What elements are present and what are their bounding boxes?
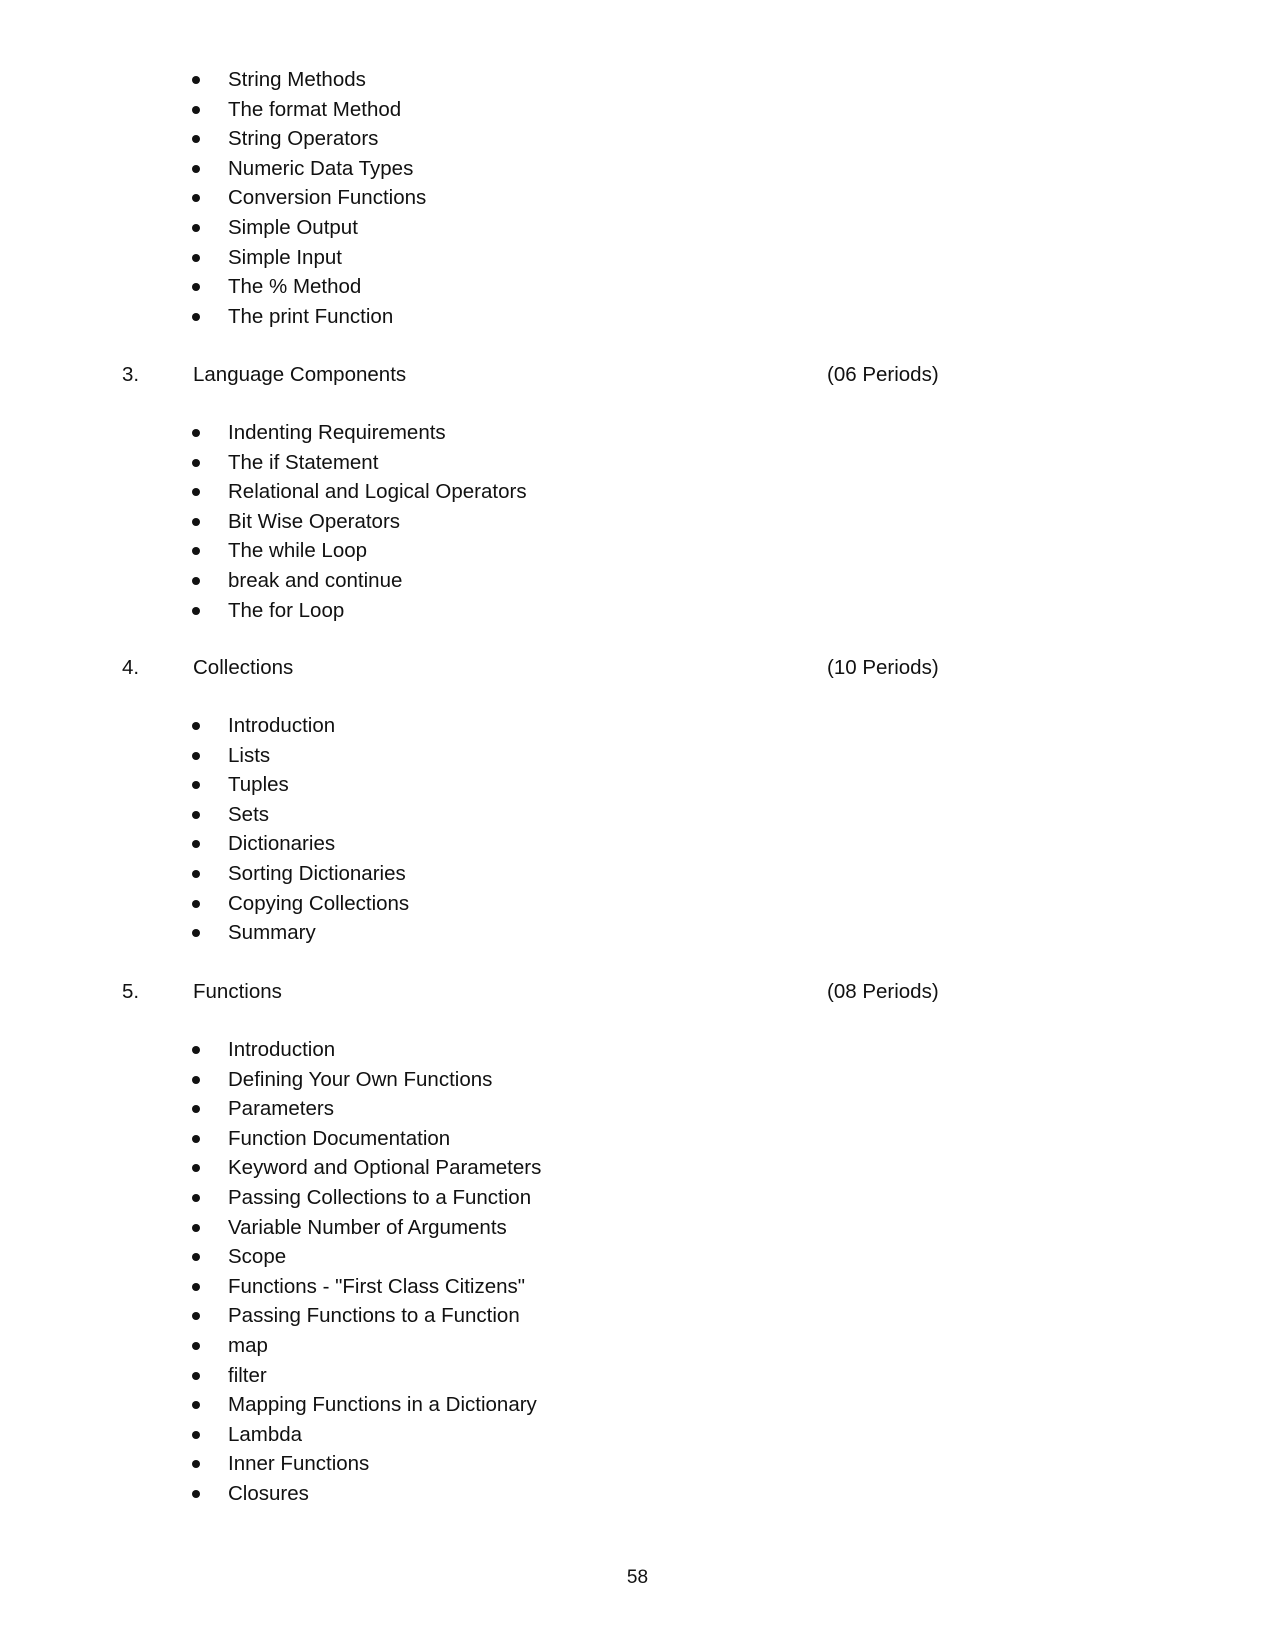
- list-item: [190, 1272, 541, 1302]
- section-5-topic-list: [190, 1035, 541, 1509]
- list-item-label: The % Method: [228, 275, 362, 299]
- section-number: 4.: [122, 656, 140, 679]
- list-item: [190, 302, 426, 332]
- bullet-icon: [192, 1253, 200, 1261]
- list-item: [190, 596, 527, 626]
- list-item: [190, 1065, 541, 1095]
- list-item: [190, 889, 409, 919]
- list-item-label: Simple Output: [228, 215, 358, 239]
- list-item-label: Keyword and Optional Parameters: [228, 1156, 542, 1180]
- list-item-label: String Methods: [228, 68, 366, 91]
- list-item: [190, 243, 426, 273]
- bullet-icon: [192, 1194, 200, 1202]
- bullet-icon: [192, 1312, 200, 1320]
- bullet-icon: [192, 165, 200, 173]
- list-item: [190, 1242, 541, 1272]
- list-item-label: Functions - "First Class Citizens": [228, 1274, 526, 1298]
- list-item: [190, 65, 426, 95]
- list-item-label: Numeric Data Types: [228, 156, 414, 180]
- page-number: 58: [626, 1567, 649, 1588]
- list-item: [190, 741, 409, 771]
- bullet-icon: [192, 1224, 200, 1232]
- list-item-label: The if Statement: [228, 450, 379, 474]
- list-item-label: Variable Number of Arguments: [228, 1215, 507, 1239]
- list-item-label: Tuples: [228, 773, 289, 797]
- section-number: 3.: [122, 363, 140, 386]
- list-item: [190, 477, 527, 507]
- list-item: [190, 800, 409, 830]
- list-item-label: Parameters: [228, 1097, 334, 1121]
- section-periods: (06 Periods): [827, 363, 939, 386]
- bullet-icon: [192, 840, 200, 848]
- list-item-label: Function Documentation: [228, 1126, 451, 1150]
- list-item-label: The format Method: [228, 97, 402, 121]
- list-item-label: Summary: [228, 921, 316, 945]
- bullet-icon: [192, 459, 200, 467]
- list-item: [190, 829, 409, 859]
- list-item-label: String Operators: [228, 127, 379, 151]
- list-item: [190, 1420, 541, 1450]
- bullet-icon: [192, 547, 200, 555]
- list-item-label: Sets: [228, 802, 270, 826]
- bullet-icon: [192, 1105, 200, 1113]
- bullet-icon: [192, 1342, 200, 1350]
- section-5-heading: [0, 977, 1275, 1007]
- bullet-icon: [192, 1046, 200, 1054]
- list-item: [190, 1153, 541, 1183]
- bullet-icon: [192, 929, 200, 937]
- bullet-icon: [192, 224, 200, 232]
- bullet-icon: [192, 1401, 200, 1409]
- list-item-label: Introduction: [228, 714, 336, 737]
- list-item-label: Dictionaries: [228, 832, 336, 856]
- bullet-icon: [192, 607, 200, 615]
- section-3-heading: [0, 360, 1275, 390]
- list-item-label: Copying Collections: [228, 891, 410, 915]
- bullet-icon: [192, 518, 200, 526]
- list-item: [190, 1213, 541, 1243]
- list-item: [190, 183, 426, 213]
- list-item: [190, 1124, 541, 1154]
- bullet-icon: [192, 1164, 200, 1172]
- bullet-icon: [192, 811, 200, 819]
- section-2-topic-list: [190, 65, 426, 331]
- list-item: [190, 711, 409, 741]
- bullet-icon: [192, 429, 200, 437]
- bullet-icon: [192, 1431, 200, 1439]
- list-item-label: Lambda: [228, 1422, 303, 1446]
- list-item: [190, 1449, 541, 1479]
- list-item-label: map: [228, 1333, 268, 1357]
- list-item-label: Relational and Logical Operators: [228, 480, 527, 504]
- bullet-icon: [192, 254, 200, 262]
- list-item: [190, 1361, 541, 1391]
- section-3-topic-list: [190, 418, 527, 625]
- bullet-icon: [192, 722, 200, 730]
- section-4-heading: [0, 653, 1275, 683]
- list-item: [190, 507, 527, 537]
- list-item: [190, 213, 426, 243]
- bullet-icon: [192, 76, 200, 84]
- bullet-icon: [192, 870, 200, 878]
- bullet-icon: [192, 194, 200, 202]
- list-item-label: filter: [228, 1363, 267, 1387]
- bullet-icon: [192, 1135, 200, 1143]
- list-item-label: Closures: [228, 1481, 309, 1505]
- list-item-label: Bit Wise Operators: [228, 509, 401, 533]
- list-item: [190, 154, 426, 184]
- list-item-label: The while Loop: [228, 539, 368, 563]
- list-item: [190, 1390, 541, 1420]
- list-item-label: Defining Your Own Functions: [228, 1067, 493, 1091]
- list-item: [190, 418, 527, 448]
- list-item: [190, 566, 527, 596]
- bullet-icon: [192, 781, 200, 789]
- bullet-icon: [192, 1076, 200, 1084]
- list-item: [190, 448, 527, 478]
- section-periods: (10 Periods): [827, 656, 939, 679]
- list-item-label: Mapping Functions in a Dictionary: [228, 1393, 537, 1417]
- bullet-icon: [192, 1283, 200, 1291]
- list-item-label: Conversion Functions: [228, 186, 427, 210]
- list-item-label: Introduction: [228, 1038, 336, 1061]
- list-item: [190, 124, 426, 154]
- list-item-label: The print Function: [228, 304, 394, 328]
- bullet-icon: [192, 313, 200, 321]
- bullet-icon: [192, 488, 200, 496]
- bullet-icon: [192, 283, 200, 291]
- list-item: [190, 1331, 541, 1361]
- list-item-label: Indenting Requirements: [228, 421, 446, 444]
- list-item: [190, 770, 409, 800]
- bullet-icon: [192, 1460, 200, 1468]
- list-item: [190, 1094, 541, 1124]
- section-title: Collections: [193, 656, 294, 679]
- list-item-label: Passing Collections to a Function: [228, 1185, 532, 1209]
- list-item: [190, 1035, 541, 1065]
- bullet-icon: [192, 1372, 200, 1380]
- list-item: [190, 272, 426, 302]
- section-periods: (08 Periods): [827, 980, 939, 1003]
- list-item-label: Scope: [228, 1245, 287, 1269]
- list-item-label: Simple Input: [228, 245, 342, 269]
- bullet-icon: [192, 106, 200, 114]
- list-item: [190, 918, 409, 948]
- bullet-icon: [192, 577, 200, 585]
- bullet-icon: [192, 752, 200, 760]
- bullet-icon: [192, 135, 200, 143]
- section-title: Functions: [193, 980, 282, 1003]
- list-item: [190, 859, 409, 889]
- list-item-label: Passing Functions to a Function: [228, 1304, 520, 1328]
- list-item-label: Inner Functions: [228, 1452, 370, 1476]
- bullet-icon: [192, 1490, 200, 1498]
- list-item: [190, 1301, 541, 1331]
- list-item: [190, 1183, 541, 1213]
- list-item: [190, 95, 426, 125]
- section-number: 5.: [122, 980, 140, 1003]
- section-title: Language Components: [193, 363, 407, 386]
- list-item: [190, 536, 527, 566]
- list-item-label: Lists: [228, 743, 271, 767]
- list-item-label: Sorting Dictionaries: [228, 861, 406, 885]
- section-4-topic-list: [190, 711, 409, 948]
- bullet-icon: [192, 900, 200, 908]
- list-item: [190, 1479, 541, 1509]
- list-item-label: break and continue: [228, 568, 403, 592]
- list-item-label: The for Loop: [228, 598, 345, 622]
